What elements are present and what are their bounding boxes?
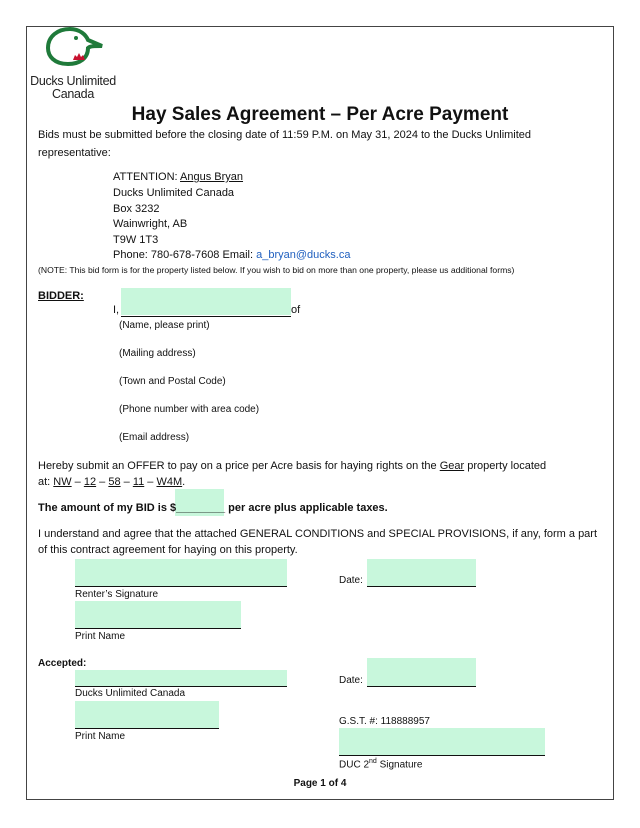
bidder-mailing-hint: (Mailing address) [119,348,196,359]
attention-contact [113,249,350,261]
logo-text-line2: Canada [52,87,94,101]
renter-date-field[interactable] [367,559,476,586]
renter-signature-label: Renter’s Signature [75,589,159,600]
attention-box: Box 3232 [113,203,160,215]
bid-pre: The amount of my BID is $ [38,502,177,514]
duc-print-name-field[interactable] [75,701,219,728]
duc-signature-field[interactable] [75,670,287,686]
note-text: (NOTE: This bid form is for the property listed below. If you wish to bid on more than one property, please us additional forms) [38,265,515,275]
bidder-name-field[interactable] [121,288,291,315]
renter-print-name-label: Print Name [75,631,126,642]
offer-range: 11 [132,476,145,488]
offer-line-1 [38,460,546,472]
duck-head-icon [28,26,118,70]
bid-post: per acre plus applicable taxes. [225,502,388,514]
duc-print-name-label: Print Name [75,731,126,742]
renter-print-name-field[interactable] [75,601,241,628]
renter-signature-field[interactable] [75,559,287,586]
logo-text-line1: Ducks Unlimited [30,74,116,88]
intro-line-2: representative: [38,147,111,159]
duc-second-signature-line [339,755,545,756]
agree-line-2: of this contract agreement for haying on this property. [38,544,298,556]
attention-phone: Phone: 780-678-7608 Email: [113,249,257,261]
bidder-i-prefix: I, [113,304,120,316]
page-footer: Page 1 of 4 [293,778,347,789]
offer-line1-post: property located [464,460,547,472]
renter-date-line [367,586,476,587]
bidder-town-hint: (Town and Postal Code) [119,376,226,387]
attention-line [113,171,243,183]
renter-signature-line [75,586,287,587]
agree-line-1: I understand and agree that the attached GENERAL CONDITIONS and SPECIAL PROVISIONS, if any, form a part [38,528,598,540]
bidder-heading: BIDDER: [38,290,84,302]
duc-second-signature-label [339,758,422,770]
duc2-sup: nd [369,758,377,765]
offer-sep-2: – [96,476,109,488]
bidder-phone-hint: (Phone number with area code) [119,404,260,415]
bidder-email-hint: (Email address) [119,432,190,443]
duc-print-name-line [75,728,219,729]
renter-print-name-line [75,628,241,629]
accepted-label: Accepted: [38,658,87,669]
attention-label: ATTENTION: [113,171,181,183]
duc-date-line [367,686,476,687]
bid-line [38,502,388,514]
renter-date-label: Date: [339,575,363,586]
attention-name: Angus Bryan [180,171,244,183]
offer-property: Gear [439,460,465,472]
bidder-name-hint: (Name, please print) [119,320,210,331]
duc-date-label: Date: [339,675,363,686]
offer-sep-3: – [120,476,133,488]
attention-email-link[interactable]: a_bryan@ducks.ca [256,249,351,261]
bid-blank: ________ [176,502,226,514]
gst-number: G.S.T. #: 118888957 [339,716,430,727]
offer-section: 12 [83,476,97,488]
duc-second-signature-field[interactable] [339,728,545,755]
offer-meridian: W4M [156,476,183,488]
offer-line-2 [38,476,185,488]
offer-quarter: NW [53,476,72,488]
intro-line-1: Bids must be submitted before the closing date of 11:59 P.M. on May 31, 2024 to the Ducks Unlimited [38,129,532,141]
duc2-pre: DUC 2 [339,759,370,771]
ducks-unlimited-logo [28,26,118,101]
duc-date-field[interactable] [367,658,476,686]
offer-end: . [182,476,186,488]
offer-at: at: [38,476,54,488]
bidder-name-underline [121,316,291,317]
offer-sep-4: – [144,476,157,488]
attention-org: Ducks Unlimited Canada [113,187,235,199]
bidder-of-suffix: of [291,304,301,316]
offer-township: 58 [108,476,121,488]
duc-label: Ducks Unlimited Canada [75,688,186,699]
duc-signature-line [75,686,287,687]
attention-postal: T9W 1T3 [113,234,159,246]
offer-sep-1: – [71,476,84,488]
page-title: Hay Sales Agreement – Per Acre Payment [131,104,509,125]
duc2-post: Signature [376,759,423,771]
attention-city: Wainwright, AB [113,218,188,230]
offer-line1-pre: Hereby submit an OFFER to pay on a price per Acre basis for haying rights on the [38,460,440,472]
